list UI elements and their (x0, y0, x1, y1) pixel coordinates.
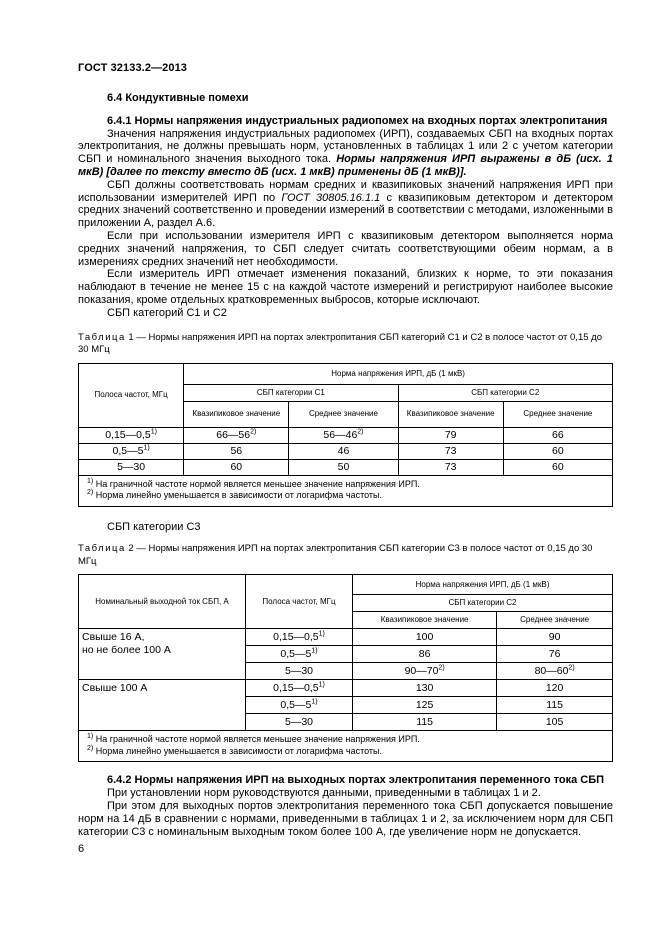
table-row: 0,5—5$^{1)}$ 86 76 (79, 646, 613, 663)
t2-col-cat: СБП категории С2 (353, 595, 613, 612)
t1-col-freq: Полоса частот, МГц (79, 363, 184, 427)
t1-col-c1-qp: Квазипиковое значение (184, 401, 289, 427)
t2-col-qp: Квазипиковое значение (353, 612, 497, 629)
t1-col-norm: Норма напряжения ИРП, дБ (1 мкВ) (184, 363, 613, 384)
paragraph-3: Если при использовании измерителя ИРП с квазипиковым детектором выполняется норма средних значений напряжения, то СБП следует считать соответствующими обеим нормам, а в измерениях средних значений нет необходимости. (78, 229, 613, 268)
t1-col-c2-avg: Среднее значение (503, 401, 612, 427)
t1-col-c2: СБП категории С2 (398, 384, 612, 401)
gost-reference: ГОСТ 30805.16.1.1 (281, 191, 381, 204)
t1-col-c2-qp: Квазипиковое значение (398, 401, 503, 427)
table-row: 0,5—5$^{1)}$ 56 46 73 60 (79, 443, 613, 459)
table1-caption: Таблица 1 — Нормы напряжения ИРП на портах электропитания СБП категорий С1 и С2 в полосе частот от 0,15 до 30 МГц (78, 331, 602, 356)
table2-notes: $^{1)}$ На граничной частоте нормой является меньшее значение напряжения ИРП. $^{2)}$ Норма линейно уменьшается в зависимости от логарифма частоты. (79, 731, 613, 762)
standard-header: ГОСТ 32133.2—2013 (78, 62, 188, 74)
t2-group-over-100: Свыше 100 А (79, 680, 246, 731)
paragraph-4: Если измеритель ИРП отмечает изменения показаний, близких к норме, то эти показания наблюдают в течение не менее 15 с на каждой частоте измерений и регистрируют наиболее высокие показания, кроме отдельных кратковременных выбросов, которые исключают. (78, 268, 613, 306)
table1 (78, 363, 613, 507)
t1-col-c1: СБП категории С1 (184, 384, 398, 401)
table-row: 5—30 115 105 (79, 714, 613, 731)
t2-col-current: Номинальный выходной ток СБП, А (79, 575, 246, 629)
category-c1-c2-label: СБП категорий С1 и С2 (107, 306, 227, 319)
subsection-642-title: 6.4.2 Нормы напряжения ИРП на выходных портах электропитания переменного тока СБП (107, 774, 605, 787)
t2-col-freq: Полоса частот, МГц (246, 575, 353, 629)
table2 (78, 574, 613, 762)
table1-notes: $^{1)}$ На граничной частоте нормой является меньшее значение напряжения ИРП. $^{2)}$ Норма линейно уменьшается в зависимости от логарифма частоты. (79, 475, 613, 506)
page-number: 6 (78, 843, 85, 855)
paragraph-5: При установлении норм руководствуются данными, приведенными в таблицах 1 и 2. (107, 787, 541, 800)
t2-group-16-100: Свыше 16 А, но не более 100 А (79, 629, 246, 680)
section-title: 6.4 Кондуктивные помехи (107, 92, 249, 104)
t1-col-c1-avg: Среднее значение (289, 401, 398, 427)
table-row: 5—30 60 50 73 60 (79, 459, 613, 475)
table-row: 5—30 90—70$^{2)}$ 80—60$^{2)}$ (79, 663, 613, 680)
table-row: 0,5—5$^{1)}$ 125 115 (79, 697, 613, 714)
paragraph-6: При этом для выходных портов электропитания переменного тока СБП допускается повышение норм на 14 дБ в сравнении с нормами, приведенными в таблицах 1 и 2, за исключением норм для СБП категории С3 с номинальным выходным током более 100 А, где увеличение норм не допускается. (78, 799, 613, 838)
paragraph-2: СБП должны соответствовать нормам средних и квазипиковых значений напряжения ИРП при использовании измерителей ИРП по ГОСТ 30805.16.1.1 с квазипиковым детектором и детектором средних значений соответственно и проведении измерений в соответствии с методами, изложенными в приложении А, раздел А.6. (78, 178, 614, 230)
table-row: 0,15—0,5$^{1)}$ 66—56$^{2)}$ 56—46$^{2)}$ 79 66 (79, 427, 613, 443)
table2-caption: Таблица 2 — Нормы напряжения ИРП на портах электропитания СБП категории С3 в полосе частот от 0,15 до 30 МГц (78, 543, 593, 567)
category-c3-label: СБП категории С3 (107, 520, 201, 533)
t2-col-avg: Среднее значение (497, 612, 613, 629)
table-row: Свыше 16 А, но не более 100 А 0,15—0,5$^{1)}$ 100 90 (79, 629, 613, 646)
subsection-641-title: 6.4.1 Нормы напряжения индустриальных радиопомех на входных портах электропитания (107, 114, 608, 127)
paragraph-1: Значения напряжения индустриальных радиопомех (ИРП), создаваемых СБП на входных портах электропитания, не должны превышать норм, установленных в таблицах 1 или 2 с учетом категории СБП и номинального значения выходного тока. Нормы напряжения ИРП выражены в дБ (исх. 1 мкВ) [далее по тексту вместо дБ (исх. 1 мкВ) применены дБ (1 мкВ)]. (78, 127, 613, 178)
t2-col-norm: Норма напряжения ИРП, дБ (1 мкВ) (353, 575, 613, 595)
table-row: Свыше 100 А 0,15—0,5$^{1)}$ 130 120 (79, 680, 613, 697)
page-content (78, 92, 613, 838)
